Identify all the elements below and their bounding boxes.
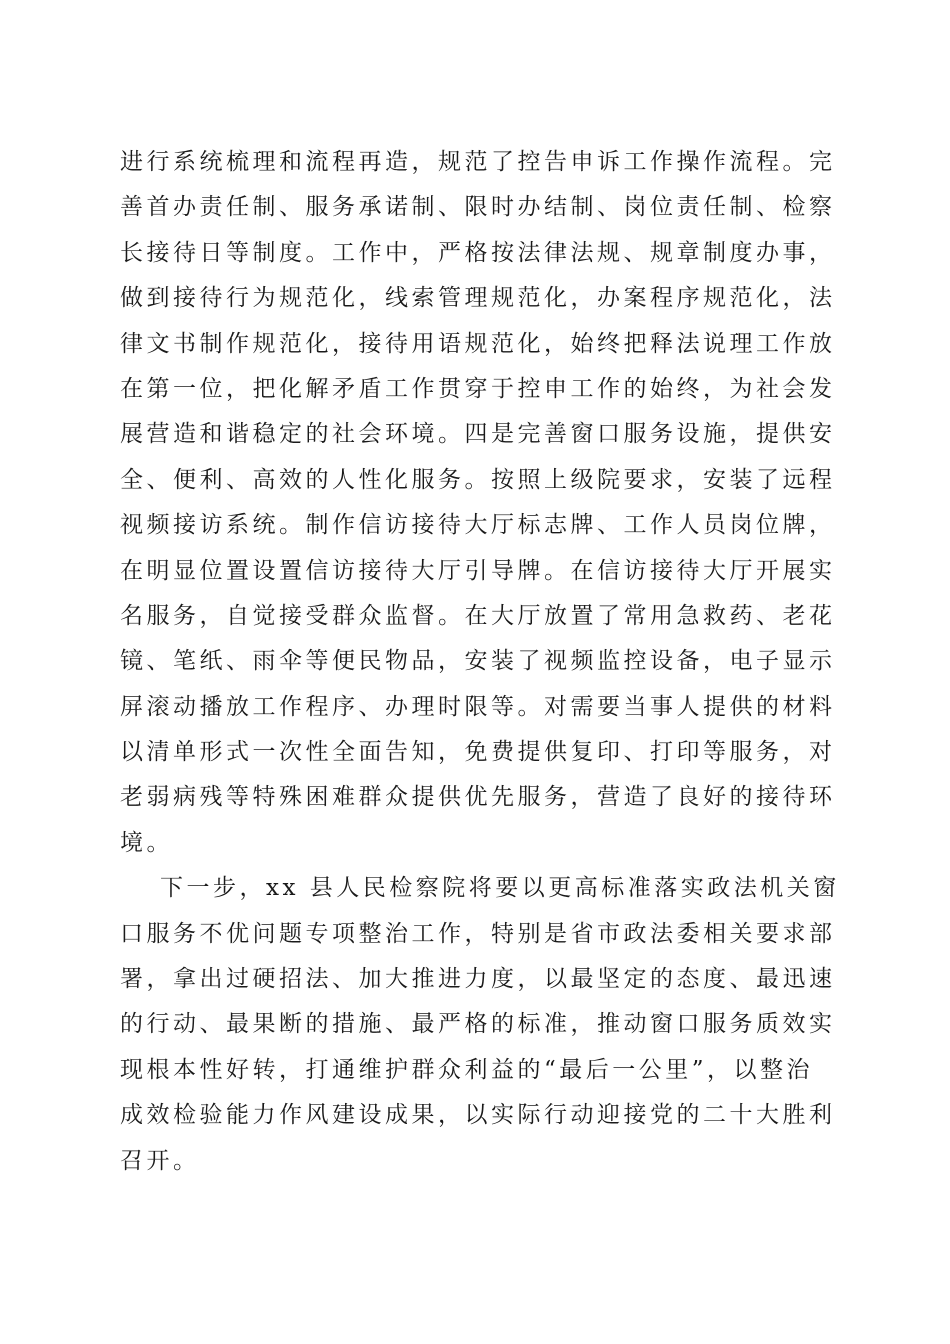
paragraph-line: 以清单形式一次性全面告知，免费提供复印、打印等服务，对 xyxy=(120,739,836,766)
paragraph-line: 全、便利、高效的人性化服务。按照上级院要求，安装了远程 xyxy=(120,466,836,493)
paragraph-line: 口服务不优问题专项整治工作，特别是省市政法委相关要求部 xyxy=(120,920,836,947)
paragraph-line: 进行系统梳理和流程再造，规范了控告申诉工作操作流程。完 xyxy=(120,149,836,175)
paragraph-line: 的行动、最果断的措施、最严格的标准，推动窗口服务质效实 xyxy=(120,1011,836,1038)
paragraph-line: 署，拿出过硬招法、加大推进力度，以最坚定的态度、最迅速 xyxy=(120,966,836,993)
paragraph-line: 成效检验能力作风建设成果，以实际行动迎接党的二十大胜利 xyxy=(120,1102,836,1129)
paragraph-line: 律文书制作规范化，接待用语规范化，始终把释法说理工作放 xyxy=(120,330,836,357)
paragraph-line: 召开。 xyxy=(120,1147,200,1174)
paragraph-line: 善首办责任制、服务承诺制、限时办结制、岗位责任制、检察 xyxy=(120,194,836,221)
paragraph-line: 展营造和谐稳定的社会环境。四是完善窗口服务设施，提供安 xyxy=(120,421,836,448)
paragraph-line: 现根本性好转，打通维护群众利益的“最后一公里”，以整治 xyxy=(120,1056,814,1083)
paragraph-line: 镜、笔纸、雨伞等便民物品，安装了视频监控设备，电子显示 xyxy=(120,648,836,675)
paragraph-line: 在明显位置设置信访接待大厅引导牌。在信访接待大厅开展实 xyxy=(120,557,836,584)
paragraph-line: 境。 xyxy=(120,829,173,856)
paragraph-line: 下一步，xx 县人民检察院将要以更高标准落实政法机关窗 xyxy=(160,875,840,902)
paragraph-line: 做到接待行为规范化，线索管理规范化，办案程序规范化，法 xyxy=(120,285,836,312)
paragraph-line: 老弱病残等特殊困难群众提供优先服务，营造了良好的接待环 xyxy=(120,784,836,811)
paragraph-2 xyxy=(120,866,840,1184)
paragraph-line: 长接待日等制度。工作中，严格按法律法规、规章制度办事， xyxy=(120,239,836,266)
paragraph-line: 在第一位，把化解矛盾工作贯穿于控申工作的始终，为社会发 xyxy=(120,375,836,402)
document-body xyxy=(120,140,840,1184)
paragraph-1 xyxy=(120,140,836,866)
paragraph-line: 视频接访系统。制作信访接待大厅标志牌、工作人员岗位牌， xyxy=(120,512,836,539)
paragraph-line: 屏滚动播放工作程序、办理时限等。对需要当事人提供的材料 xyxy=(120,693,836,720)
paragraph-line: 名服务，自觉接受群众监督。在大厅放置了常用急救药、老花 xyxy=(120,602,836,629)
